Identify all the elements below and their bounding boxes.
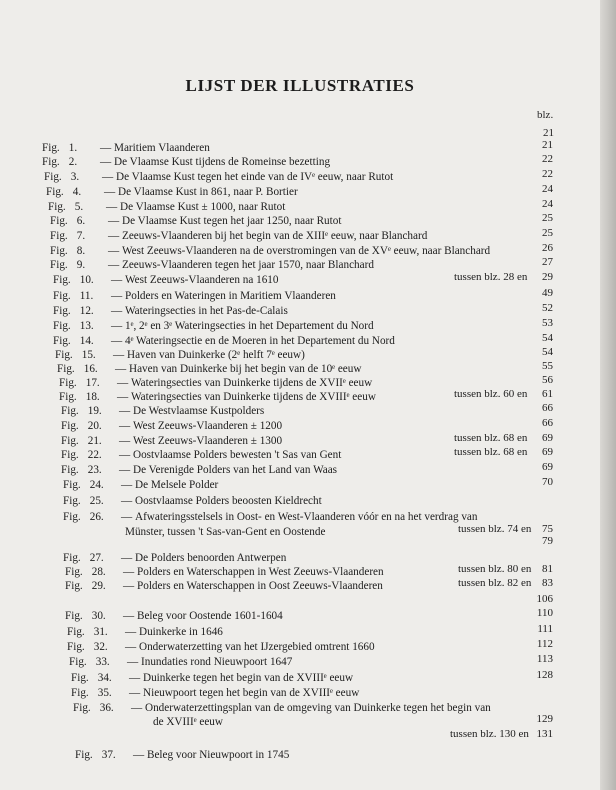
page-range-prefix: tussen blz. 28 en [454, 271, 528, 283]
page-range-prefix: tussen blz. 60 en [454, 388, 528, 400]
figure-number: 30. [91, 610, 106, 622]
figure-caption: West Zeeuws-Vlaanderen na de overstromingen van de XVᵉ eeuw, naar Blanchard [122, 245, 491, 257]
figure-label [65, 609, 123, 623]
figure-caption: De Polders benoorden Antwerpen [135, 552, 287, 564]
list-item [65, 609, 283, 623]
figure-dash: — [119, 405, 131, 417]
page-number: 83 [542, 577, 553, 589]
figure-number: 3. [70, 171, 80, 183]
figure-prefix: Fig. [50, 230, 68, 242]
page-number: 79 [542, 535, 553, 547]
figure-number: 2. [68, 156, 78, 168]
figure-number: 22. [87, 449, 102, 461]
figure-label [69, 655, 127, 669]
figure-prefix: Fig. [61, 449, 79, 461]
figure-number: 37. [101, 749, 116, 761]
list-item [71, 671, 353, 685]
list-item [61, 448, 341, 462]
list-item [65, 565, 384, 579]
figure-prefix: Fig. [63, 479, 81, 491]
list-item [44, 170, 393, 184]
figure-dash: — [123, 610, 135, 622]
figure-label [48, 200, 106, 214]
page-range-prefix: tussen blz. 82 en [458, 577, 532, 589]
figure-caption: De Vlaamse Kust tijdens de Romeinse bezetting [114, 156, 331, 168]
figure-dash: — [123, 566, 135, 578]
figure-dash: — [125, 626, 137, 638]
figure-label [63, 478, 121, 492]
figure-prefix: Fig. [53, 290, 71, 302]
figure-dash: — [121, 511, 133, 523]
page-number: 66 [542, 417, 553, 429]
page-number: 131 [536, 728, 553, 740]
figure-prefix: Fig. [50, 259, 68, 271]
figure-number: 7. [76, 230, 86, 242]
figure-caption: Polders en Waterschappen in Oost Zeeuws-Vlaanderen [137, 580, 383, 592]
figure-dash: — [106, 201, 118, 213]
figure-prefix: Fig. [61, 435, 79, 447]
figure-label [71, 686, 129, 700]
figure-label [55, 348, 113, 362]
figure-label [67, 640, 125, 654]
figure-caption: De Vlaamse Kust in 861, naar P. Bortier [118, 186, 298, 198]
page-number: 24 [542, 183, 553, 195]
list-item [67, 625, 223, 639]
figure-caption: Wateringsecties van Duinkerke tijdens de XVIIᵉ eeuw [131, 377, 373, 389]
figure-dash: — [108, 259, 120, 271]
list-item [59, 390, 376, 404]
figure-prefix: Fig. [63, 552, 81, 564]
figure-caption: Beleg voor Nieuwpoort in 1745 [147, 749, 290, 761]
figure-prefix: Fig. [50, 215, 68, 227]
figure-number: 25. [89, 495, 104, 507]
figure-number: 32. [93, 641, 108, 653]
page-number: 24 [542, 198, 553, 210]
figure-label [53, 273, 111, 287]
figure-caption: 4ᵉ Wateringsectie en de Moeren in het Departement du Nord [125, 335, 395, 347]
figure-number: 24. [89, 479, 104, 491]
figure-prefix: Fig. [48, 201, 66, 213]
list-item [50, 229, 427, 243]
figure-number: 23. [87, 464, 102, 476]
figure-dash: — [117, 391, 129, 403]
figure-dash: — [111, 320, 123, 332]
figure-caption: Afwateringsstelsels in Oost- en West-Vlaanderen vóór en na het verdrag van [135, 511, 478, 523]
figure-number: 5. [74, 201, 84, 213]
figure-label [53, 319, 111, 333]
figure-prefix: Fig. [50, 245, 68, 257]
page-number: 29 [542, 271, 553, 283]
page-number: 25 [542, 212, 553, 224]
figure-label [59, 376, 117, 390]
page-number: 70 [542, 476, 553, 488]
figure-number: 34. [97, 672, 112, 684]
figure-caption: 1ᵉ, 2ᵉ en 3ᵉ Wateringsecties in het Departement du Nord [125, 320, 374, 332]
list-item [65, 579, 383, 593]
figure-prefix: Fig. [73, 702, 91, 714]
figure-number: 6. [76, 215, 86, 227]
figure-number: 31. [93, 626, 108, 638]
figure-number: 35. [97, 687, 112, 699]
page-number: 54 [542, 346, 553, 358]
figure-label [63, 510, 121, 524]
figure-dash: — [125, 641, 137, 653]
list-item [63, 551, 286, 565]
figure-caption: Inundaties rond Nieuwpoort 1647 [141, 656, 293, 668]
first-page-ref: 21 [543, 127, 554, 139]
page-range-prefix: tussen blz. 68 en [454, 432, 528, 444]
figure-caption: Oostvlaamse Polders beoosten Kieldrecht [135, 495, 322, 507]
page-number: 110 [536, 607, 553, 619]
figure-dash: — [111, 290, 123, 302]
page-number: 69 [542, 432, 553, 444]
figure-label [61, 434, 119, 448]
figure-label [65, 579, 123, 593]
page-number: 25 [542, 227, 553, 239]
figure-caption: De Vlaamse Kust tegen het jaar 1250, naar Rutot [122, 215, 342, 227]
figure-number: 19. [87, 405, 102, 417]
list-item [75, 748, 289, 762]
figure-caption: Beleg voor Oostende 1601-1604 [137, 610, 283, 622]
figure-caption: Münster, tussen 't Sas-van-Gent en Oostende [125, 526, 326, 538]
page-number: 75 [542, 523, 553, 535]
figure-prefix: Fig. [55, 349, 73, 361]
figure-prefix: Fig. [59, 377, 77, 389]
page-number: 81 [542, 563, 553, 575]
figure-caption: Onderwaterzetting van het IJzergebied omtrent 1660 [139, 641, 375, 653]
figure-label [53, 289, 111, 303]
figure-dash: — [111, 335, 123, 347]
figure-prefix: Fig. [75, 749, 93, 761]
figure-dash: — [117, 377, 129, 389]
figure-label [61, 419, 119, 433]
page-column-header: blz. [537, 109, 554, 121]
page-number: 22 [542, 153, 553, 165]
page-number: 61 [542, 388, 553, 400]
figure-prefix: Fig. [44, 171, 62, 183]
page-range-prefix: tussen blz. 68 en [454, 446, 528, 458]
figure-prefix: Fig. [67, 641, 85, 653]
list-item [57, 362, 361, 376]
page-number: 128 [536, 669, 553, 681]
figure-label [71, 671, 129, 685]
figure-number: 9. [76, 259, 86, 271]
page-number: 69 [542, 446, 553, 458]
figure-label [63, 494, 121, 508]
figure-dash: — [127, 656, 139, 668]
figure-prefix: Fig. [53, 320, 71, 332]
page-title: LIJST DER ILLUSTRATIES [185, 76, 415, 95]
figure-dash: — [113, 349, 125, 361]
figure-dash: — [102, 171, 114, 183]
figure-caption: Polders en Waterschappen in West Zeeuws-Vlaanderen [137, 566, 384, 578]
figure-dash: — [119, 435, 131, 447]
figure-label [75, 748, 133, 762]
figure-dash: — [111, 305, 123, 317]
figure-label [50, 229, 108, 243]
figure-caption: Zeeuws-Vlaanderen bij het begin van de XIIIᵉ eeuw, naar Blanchard [122, 230, 428, 242]
figure-number: 4. [72, 186, 82, 198]
list-item [61, 419, 282, 433]
list-item [73, 701, 491, 715]
figure-number: 8. [76, 245, 86, 257]
list-item [55, 348, 305, 362]
list-item [50, 258, 374, 272]
figure-caption: Oostvlaamse Polders bewesten 't Sas van Gent [133, 449, 342, 461]
figure-dash: — [108, 245, 120, 257]
figure-prefix: Fig. [67, 626, 85, 638]
list-item [42, 155, 330, 169]
page-number: 111 [537, 623, 553, 635]
figure-dash: — [123, 580, 135, 592]
figure-dash: — [108, 215, 120, 227]
figure-prefix: Fig. [65, 610, 83, 622]
list-item [153, 715, 223, 729]
figure-number: 29. [91, 580, 106, 592]
page-number: 27 [542, 256, 553, 268]
list-item [46, 185, 298, 199]
figure-label [50, 214, 108, 228]
page-number: 106 [536, 593, 553, 605]
figure-label [67, 625, 125, 639]
figure-caption: Polders en Wateringen in Maritiem Vlaanderen [125, 290, 336, 302]
figure-caption: West Zeeuws-Vlaanderen na 1610 [125, 274, 279, 286]
figure-label [65, 565, 123, 579]
page-number: 21 [542, 139, 553, 151]
list-item [50, 214, 341, 228]
list-item [63, 478, 218, 492]
figure-label [50, 258, 108, 272]
list-item [50, 244, 490, 258]
figure-caption: Duinkerke in 1646 [139, 626, 223, 638]
figure-dash: — [129, 687, 141, 699]
figure-number: 20. [87, 420, 102, 432]
figure-prefix: Fig. [53, 274, 71, 286]
figure-dash: — [100, 156, 112, 168]
figure-prefix: Fig. [42, 142, 60, 154]
figure-number: 27. [89, 552, 104, 564]
figure-number: 14. [79, 335, 94, 347]
figure-dash: — [121, 495, 133, 507]
figure-prefix: Fig. [61, 405, 79, 417]
figure-caption: Nieuwpoort tegen het begin van de XVIIIᵉ eeuw [143, 687, 360, 699]
figure-caption: Onderwaterzettingsplan van de omgeving van Duinkerke tegen het begin van [145, 702, 491, 714]
figure-label [61, 404, 119, 418]
list-item [67, 640, 375, 654]
figure-caption: De Verenigde Polders van het Land van Waas [133, 464, 338, 476]
figure-number: 36. [99, 702, 114, 714]
page-edge-shadow [600, 0, 616, 790]
figure-dash: — [108, 230, 120, 242]
list-item [69, 655, 292, 669]
figure-number: 12. [79, 305, 94, 317]
page-range-prefix: tussen blz. 130 en [450, 728, 529, 740]
figure-prefix: Fig. [57, 363, 75, 375]
page-number: 56 [542, 374, 553, 386]
figure-label [57, 362, 115, 376]
page-number: 53 [542, 317, 553, 329]
figure-label [53, 304, 111, 318]
page-number: 66 [542, 402, 553, 414]
figure-label [59, 390, 117, 404]
figure-prefix: Fig. [61, 420, 79, 432]
figure-number: 13. [79, 320, 94, 332]
page-number: 49 [542, 287, 553, 299]
list-item [61, 434, 282, 448]
figure-dash: — [133, 749, 145, 761]
page-number: 69 [542, 461, 553, 473]
list-item [48, 200, 285, 214]
page-number: 112 [536, 638, 553, 650]
figure-caption: Duinkerke tegen het begin van de XVIIIᵉ eeuw [143, 672, 354, 684]
figure-prefix: Fig. [65, 580, 83, 592]
figure-caption: De Melsele Polder [135, 479, 219, 491]
page-number: 129 [536, 713, 553, 725]
figure-caption: De Vlaamse Kust ± 1000, naar Rutot [120, 201, 286, 213]
page-range-prefix: tussen blz. 80 en [458, 563, 532, 575]
figure-caption: Maritiem Vlaanderen [114, 142, 210, 154]
list-item [61, 404, 264, 418]
figure-caption: De Vlaamse Kust tegen het einde van de IVᵉ eeuw, naar Rutot [116, 171, 394, 183]
list-item [53, 273, 279, 287]
figure-prefix: Fig. [46, 186, 64, 198]
list-item [63, 510, 478, 524]
figure-label [46, 185, 104, 199]
figure-number: 1. [68, 142, 78, 154]
figure-caption: Haven van Duinkerke (2ᵉ helft 7ᵉ eeuw) [127, 349, 305, 361]
figure-caption: Zeeuws-Vlaanderen tegen het jaar 1570, naar Blanchard [122, 259, 374, 271]
figure-caption: West Zeeuws-Vlaanderen ± 1300 [133, 435, 283, 447]
figure-prefix: Fig. [42, 156, 60, 168]
figure-number: 18. [85, 391, 100, 403]
figure-number: 21. [87, 435, 102, 447]
figure-label [44, 170, 102, 184]
figure-caption: De Westvlaamse Kustpolders [133, 405, 265, 417]
figure-dash: — [119, 464, 131, 476]
figure-prefix: Fig. [63, 511, 81, 523]
figure-prefix: Fig. [71, 672, 89, 684]
figure-dash: — [131, 702, 143, 714]
figure-dash: — [119, 449, 131, 461]
figure-dash: — [129, 672, 141, 684]
page-number: 55 [542, 360, 553, 372]
figure-prefix: Fig. [69, 656, 87, 668]
figure-dash: — [119, 420, 131, 432]
list-item [63, 494, 322, 508]
list-item [53, 289, 336, 303]
figure-dash: — [111, 274, 123, 286]
figure-dash: — [104, 186, 116, 198]
page-number: 113 [536, 653, 553, 665]
list-item [53, 304, 288, 318]
figure-prefix: Fig. [59, 391, 77, 403]
figure-number: 11. [79, 290, 94, 302]
figure-label [63, 551, 121, 565]
page-number: 54 [542, 332, 553, 344]
list-item [71, 686, 359, 700]
page-number: 52 [542, 302, 553, 314]
figure-label [61, 448, 119, 462]
list-item [61, 463, 337, 477]
list-item [53, 334, 395, 348]
figure-number: 10. [79, 274, 94, 286]
figure-caption: Wateringsecties in het Pas-de-Calais [125, 305, 288, 317]
figure-dash: — [121, 552, 133, 564]
figure-number: 26. [89, 511, 104, 523]
page-range-prefix: tussen blz. 74 en [458, 523, 532, 535]
figure-caption: de XVIIIᵉ eeuw [153, 716, 223, 728]
figure-dash: — [115, 363, 127, 375]
figure-label [61, 463, 119, 477]
page-number: 26 [542, 242, 553, 254]
figure-number: 33. [95, 656, 110, 668]
figure-dash: — [100, 142, 112, 154]
figure-dash: — [121, 479, 133, 491]
figure-prefix: Fig. [65, 566, 83, 578]
figure-caption: Haven van Duinkerke bij het begin van de 10ᵉ eeuw [129, 363, 362, 375]
figure-prefix: Fig. [53, 335, 71, 347]
figure-number: 15. [81, 349, 96, 361]
figure-label [42, 141, 100, 155]
figure-label [73, 701, 131, 715]
list-item [42, 141, 210, 155]
figure-caption: West Zeeuws-Vlaanderen ± 1200 [133, 420, 283, 432]
figure-label [50, 244, 108, 258]
figure-prefix: Fig. [61, 464, 79, 476]
list-item [53, 319, 374, 333]
figure-number: 28. [91, 566, 106, 578]
figure-prefix: Fig. [63, 495, 81, 507]
figure-label [42, 155, 100, 169]
list-item [125, 525, 325, 539]
figure-number: 16. [83, 363, 98, 375]
figure-label [53, 334, 111, 348]
list-item [59, 376, 372, 390]
figure-prefix: Fig. [71, 687, 89, 699]
figure-number: 17. [85, 377, 100, 389]
page-number: 22 [542, 168, 553, 180]
figure-caption: Wateringsecties van Duinkerke tijdens de XVIIIᵉ eeuw [131, 391, 376, 403]
figure-prefix: Fig. [53, 305, 71, 317]
